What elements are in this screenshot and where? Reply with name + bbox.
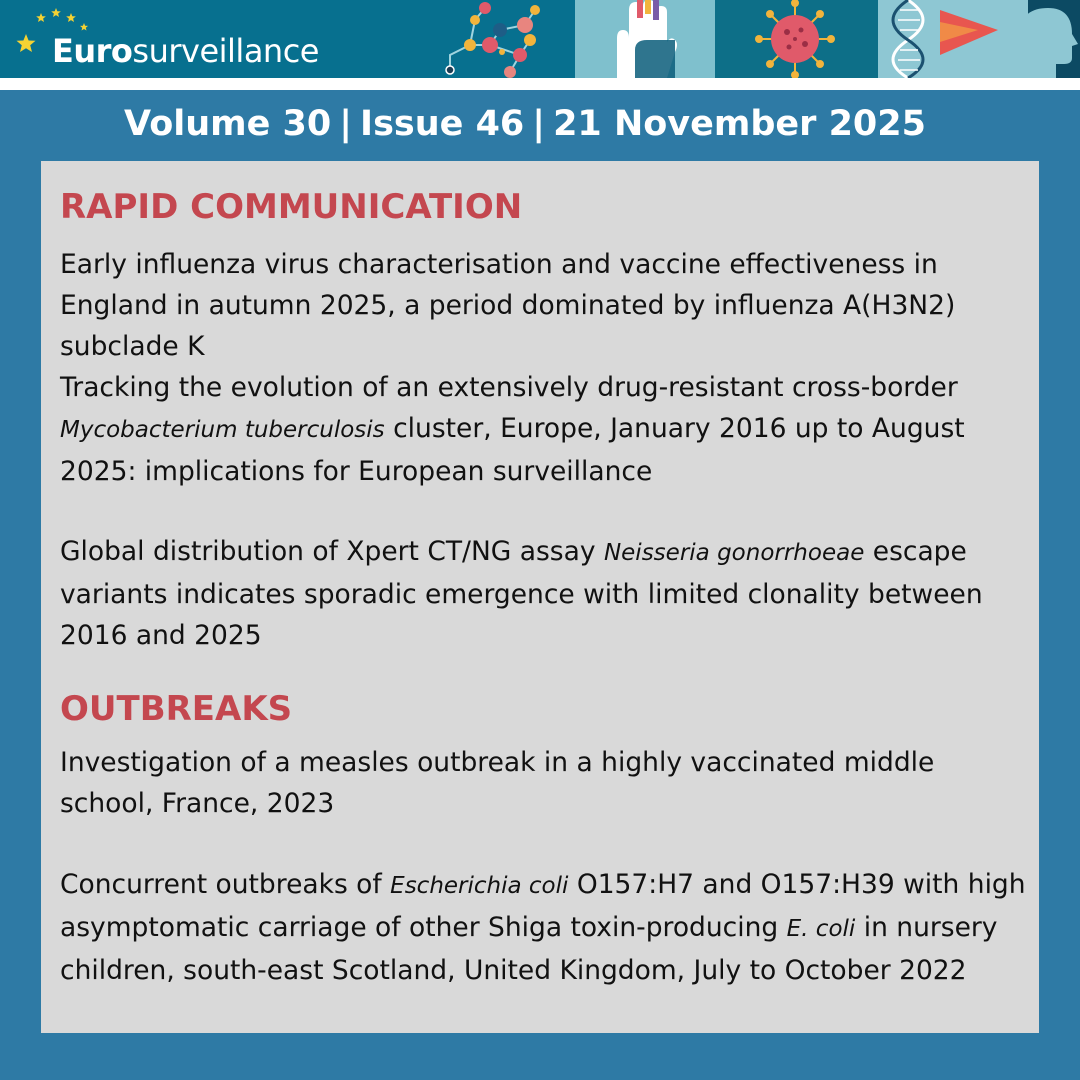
- brand-wordmark: Eurosurveillance: [52, 32, 319, 70]
- virus-icon: [715, 0, 878, 78]
- article-link-influenza-vaccine-effectiveness[interactable]: Early influenza virus characterisation and vaccine effectiveness in England in autumn 2025, a period dominated by influenza A(H3N2) subclade K: [60, 249, 956, 362]
- section-heading-outbreaks: OUTBREAKS: [60, 689, 293, 729]
- contents-panel: [41, 161, 1039, 1033]
- issue-date: 21 November 2025: [553, 104, 926, 144]
- separator: |: [532, 104, 546, 144]
- article-link-measles-outbreak[interactable]: Investigation of a measles outbreak in a highly vaccinated middle school, France, 2023: [60, 747, 935, 819]
- banner-divider: [0, 78, 1080, 90]
- issue-number: Issue 46: [360, 104, 525, 144]
- header-banner: [0, 0, 1080, 78]
- molecule-network-icon: [440, 0, 575, 78]
- eurosurveillance-logo[interactable]: [16, 4, 336, 74]
- hand-icon: [575, 0, 715, 78]
- article-link-escherichia-coli-outbreaks[interactable]: Concurrent outbreaks of Escherichia coli O157:H7 and O157:H39 with high asymptomatic carriage of other Shiga toxin-producing E. coli in nursery children, south-east Scotland, United Kingdom, July to October 2022: [60, 869, 1026, 986]
- separator: |: [339, 104, 353, 144]
- dna-icon: [878, 0, 1028, 78]
- article-link-mycobacterium-tuberculosis-cluster[interactable]: Tracking the evolution of an extensively drug-resistant cross-border Mycobacterium tuberculosis cluster, Europe, January 2016 up to August 2025: implications for European surveillance: [60, 372, 965, 487]
- section-heading-rapid-communication: RAPID COMMUNICATION: [60, 187, 523, 227]
- issue-info: [0, 100, 1050, 148]
- volume-label: Volume 30: [124, 104, 332, 144]
- article-link-neisseria-gonorrhoeae-escape-variants[interactable]: Global distribution of Xpert CT/NG assay Neisseria gonorrhoeae escape variants indicates sporadic emergence with limited clonality between 2016 and 2025: [60, 536, 983, 651]
- head-profile-icon: [1028, 0, 1080, 78]
